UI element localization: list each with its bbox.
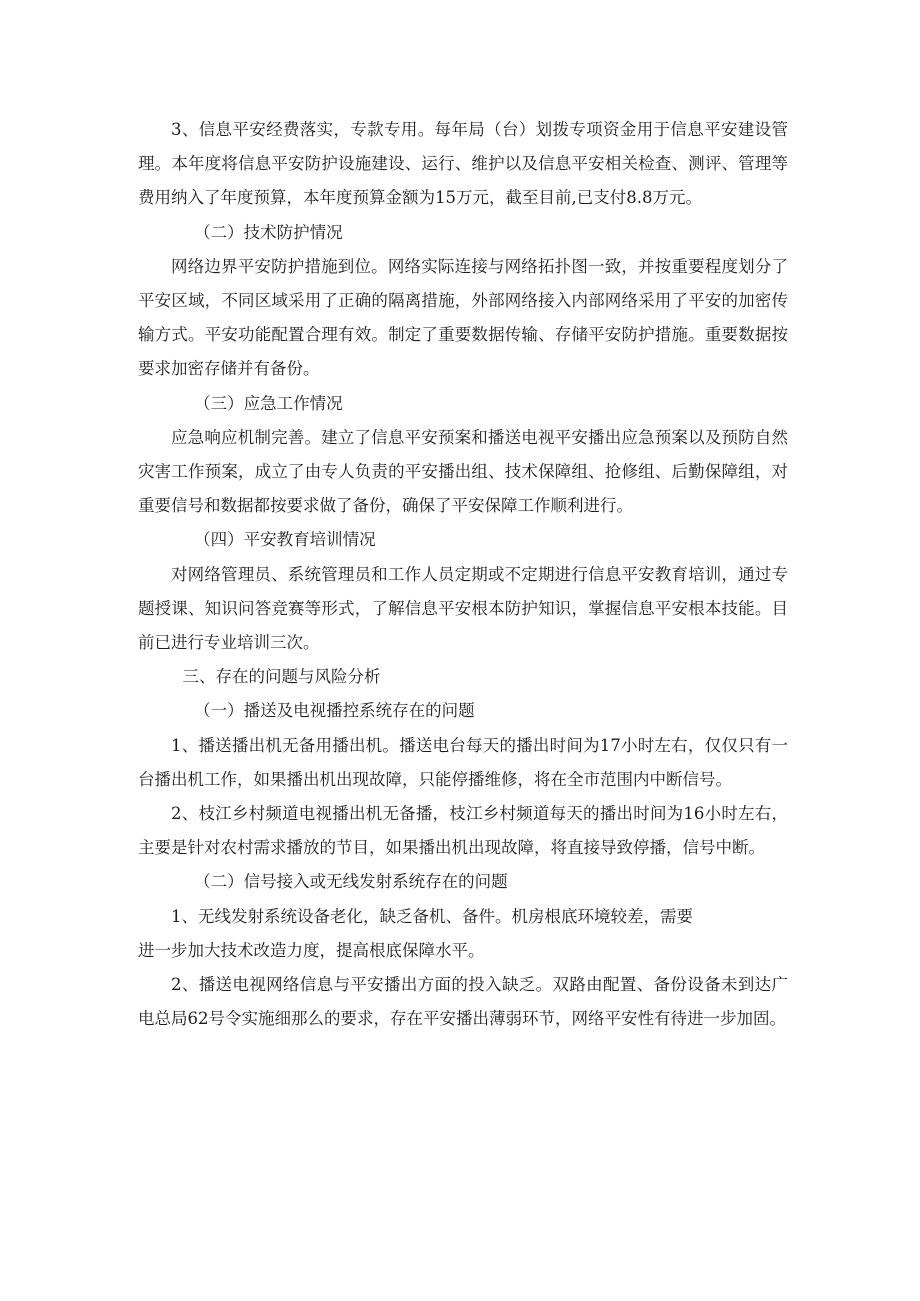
paragraph-broadcast-problem-1: 1、播送播出机无备用播出机。播送电台每天的播出时间为17小时左右，仅仅只有一台播出机工作，如果播出机出现故障，只能停播维修，将在全市范围内中断信号。 xyxy=(138,735,788,789)
document-body xyxy=(138,113,788,1036)
paragraph-technical-protection: 网络边界平安防护措施到位。网络实际连接与网络拓扑图一致，并按重要程度划分了平安区域，不同区域采用了正确的隔离措施，外部网络接入内部网络采用了平安的加密传输方式。平安功能配置合理有效。制定了重要数据传输、存储平安防护措施。重要数据按要求加密存储并有备份。 xyxy=(138,256,788,379)
heading-broadcast-control-problems: （一）播送及电视播控系统存在的问题 xyxy=(194,701,475,721)
paragraph-transmission-problem-1b: 进一步加大技术改造力度，提高根底保障水平。 xyxy=(138,940,485,960)
paragraph-funding: 3、信息平安经费落实，专款专用。每年局（台）划拨专项资金用于信息平安建设管理。本年度将信息平安防护设施建设、运行、维护以及信息平安相关检查、测评、管理等费用纳入了年度预算，本年度预算金额为15万元，截至目前,已支付8.8万元。 xyxy=(138,120,788,208)
heading-emergency-work: （三）应急工作情况 xyxy=(194,393,343,413)
heading-security-training: （四）平安教育培训情况 xyxy=(194,530,376,550)
heading-problems-risks: 三、存在的问题与风险分析 xyxy=(182,667,381,687)
paragraph-emergency-work: 应急响应机制完善。建立了信息平安预案和播送电视平安播出应急预案以及预防自然灾害工作预案，成立了由专人负责的平安播出组、技术保障组、抢修组、后勤保障组，对重要信号和数据都按要求做了备份，确保了平安保障工作顺利进行。 xyxy=(138,427,788,516)
paragraph-security-training: 对网络管理员、系统管理员和工作人员定期或不定期进行信息平安教育培训，通过专题授课、知识问答竞赛等形式，了解信息平安根本防护知识，掌握信息平安根本技能。目前已进行专业培训三次。 xyxy=(138,564,788,653)
paragraph-transmission-problem-2: 2、播送电视网络信息与平安播出方面的投入缺乏。双路由配置、备份设备未到达广电总局62号令实施细那么的要求，存在平安播出薄弱环节，网络平安性有待进一步加固。 xyxy=(138,975,788,1029)
heading-signal-transmission-problems: （二）信号接入或无线发射系统存在的问题 xyxy=(194,872,508,892)
paragraph-broadcast-problem-2: 2、枝江乡村频道电视播出机无备播，枝江乡村频道每天的播出时间为16小时左右，主要是针对农村需求播放的节目，如果播出机出现故障，将直接导致停播，信号中断。 xyxy=(138,804,788,858)
paragraph-transmission-problem-1a: 1、无线发射系统设备老化，缺乏备机、备件。机房根底环境较差，需要 xyxy=(171,906,693,926)
heading-technical-protection: （二）技术防护情况 xyxy=(194,222,343,242)
